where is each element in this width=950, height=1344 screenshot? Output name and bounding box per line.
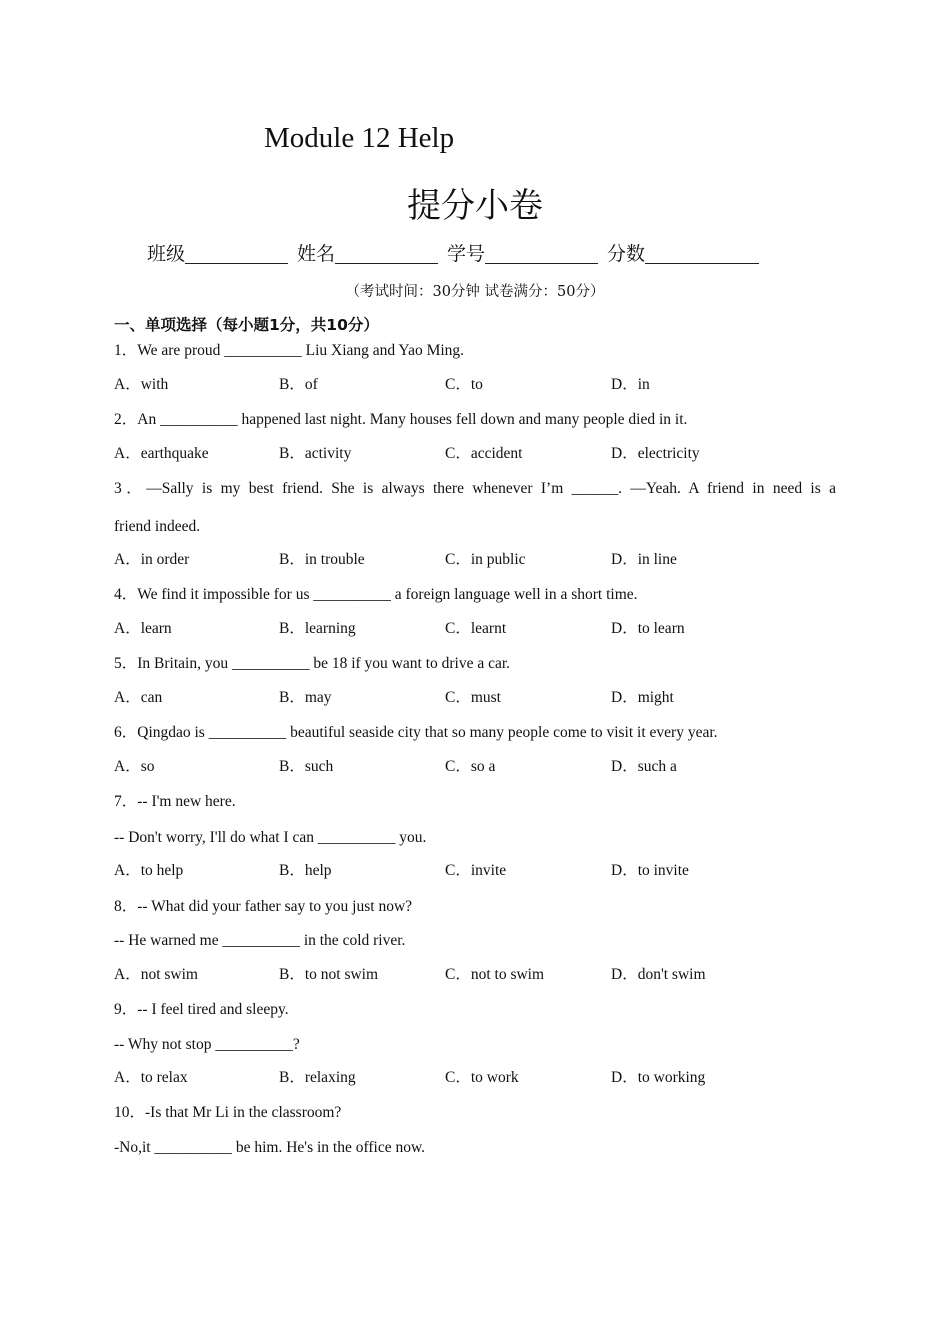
option-a[interactable]: A．not swim bbox=[114, 966, 198, 983]
question-8-response: -- He warned me __________ in the cold river. bbox=[114, 932, 406, 949]
option-c[interactable]: C．in public bbox=[445, 551, 526, 568]
option-a[interactable]: A．so bbox=[114, 758, 155, 775]
student-id-label: 学号 bbox=[447, 243, 486, 265]
document-subtitle: 提分小卷 bbox=[407, 186, 543, 226]
option-d[interactable]: D．to working bbox=[611, 1069, 706, 1086]
option-b[interactable]: B．of bbox=[279, 376, 318, 393]
option-b[interactable]: B．activity bbox=[279, 445, 352, 462]
question-5-stem: 5．In Britain, you __________ be 18 if you want to drive a car. bbox=[114, 655, 511, 672]
question-7-stem: 7．-- I'm new here. bbox=[114, 793, 236, 810]
question-9-response: -- Why not stop __________? bbox=[114, 1036, 300, 1053]
option-b[interactable]: B．such bbox=[279, 758, 334, 775]
option-c[interactable]: C．to bbox=[445, 376, 483, 393]
option-d[interactable]: D．in line bbox=[611, 551, 677, 568]
score-label: 分数 bbox=[607, 243, 646, 265]
option-b[interactable]: B．help bbox=[279, 862, 332, 879]
option-b[interactable]: B．may bbox=[279, 689, 332, 706]
question-8-options bbox=[114, 964, 854, 986]
option-b[interactable]: B．in trouble bbox=[279, 551, 365, 568]
option-b[interactable]: B．to not swim bbox=[279, 966, 379, 983]
student-info-fields bbox=[147, 240, 768, 268]
option-b[interactable]: B．relaxing bbox=[279, 1069, 356, 1086]
option-c[interactable]: C．invite bbox=[445, 862, 507, 879]
option-c[interactable]: C．so a bbox=[445, 758, 496, 775]
option-d[interactable]: D．such a bbox=[611, 758, 677, 775]
option-a[interactable]: A．earthquake bbox=[114, 445, 209, 462]
score-field[interactable] bbox=[607, 240, 759, 268]
question-10-stem: 10．-Is that Mr Li in the classroom? bbox=[114, 1104, 342, 1121]
question-8-stem: 8．-- What did your father say to you just now? bbox=[114, 898, 413, 915]
option-a[interactable]: A．in order bbox=[114, 551, 190, 568]
student-id-field[interactable] bbox=[447, 240, 598, 268]
name-label: 姓名 bbox=[297, 243, 336, 265]
option-a[interactable]: A．can bbox=[114, 689, 163, 706]
question-2-options bbox=[114, 443, 854, 465]
option-a[interactable]: A．learn bbox=[114, 620, 172, 637]
option-d[interactable]: D．to learn bbox=[611, 620, 685, 637]
question-5-options bbox=[114, 687, 854, 709]
question-3-stem-continued: friend indeed. bbox=[114, 518, 201, 535]
question-2-stem: 2．An __________ happened last night. Many houses fell down and many people died in it. bbox=[114, 411, 688, 428]
option-c[interactable]: C．learnt bbox=[445, 620, 507, 637]
option-a[interactable]: A．with bbox=[114, 376, 169, 393]
question-3-options bbox=[114, 549, 854, 571]
option-d[interactable]: D．electricity bbox=[611, 445, 700, 462]
name-field[interactable] bbox=[297, 240, 438, 268]
option-c[interactable]: C．accident bbox=[445, 445, 523, 462]
question-6-options bbox=[114, 756, 854, 778]
name-blank[interactable] bbox=[335, 243, 438, 264]
option-c[interactable]: C．must bbox=[445, 689, 501, 706]
question-6-stem: 6．Qingdao is __________ beautiful seaside city that so many people come to visit it every year. bbox=[114, 724, 718, 741]
option-d[interactable]: D．might bbox=[611, 689, 674, 706]
option-d[interactable]: D．to invite bbox=[611, 862, 689, 879]
option-d[interactable]: D．don't swim bbox=[611, 966, 706, 983]
question-4-options bbox=[114, 618, 854, 640]
option-b[interactable]: B．learning bbox=[279, 620, 356, 637]
class-label: 班级 bbox=[147, 243, 186, 265]
question-10-response: -No,it __________ be him. He's in the office now. bbox=[114, 1139, 426, 1156]
option-c[interactable]: C．to work bbox=[445, 1069, 519, 1086]
class-field[interactable] bbox=[147, 240, 288, 268]
question-9-stem: 9．-- I feel tired and sleepy. bbox=[114, 1001, 289, 1018]
class-blank[interactable] bbox=[185, 243, 288, 264]
question-7-options bbox=[114, 860, 854, 882]
exam-info: （考试时间：30分钟 试卷满分：50分） bbox=[345, 284, 605, 300]
section-title: 一、单项选择（每小题1分，共10分） bbox=[114, 316, 379, 334]
question-3-stem: 3．—Sally is my best friend. She is always there whenever I’m ______. —Yeah. A friend in need is a bbox=[114, 480, 836, 497]
question-4-stem: 4．We find it impossible for us __________ a foreign language well in a short time. bbox=[114, 586, 638, 603]
option-a[interactable]: A．to relax bbox=[114, 1069, 188, 1086]
question-1-stem: 1．We are proud __________ Liu Xiang and Yao Ming. bbox=[114, 342, 465, 359]
option-c[interactable]: C．not to swim bbox=[445, 966, 545, 983]
option-a[interactable]: A．to help bbox=[114, 862, 184, 879]
score-blank[interactable] bbox=[645, 243, 759, 264]
option-d[interactable]: D．in bbox=[611, 376, 650, 393]
document-title: Module 12 Help bbox=[264, 122, 455, 154]
question-9-options bbox=[114, 1067, 854, 1089]
question-7-response: -- Don't worry, I'll do what I can __________ you. bbox=[114, 829, 427, 846]
student-id-blank[interactable] bbox=[485, 243, 598, 264]
question-1-options bbox=[114, 374, 854, 396]
